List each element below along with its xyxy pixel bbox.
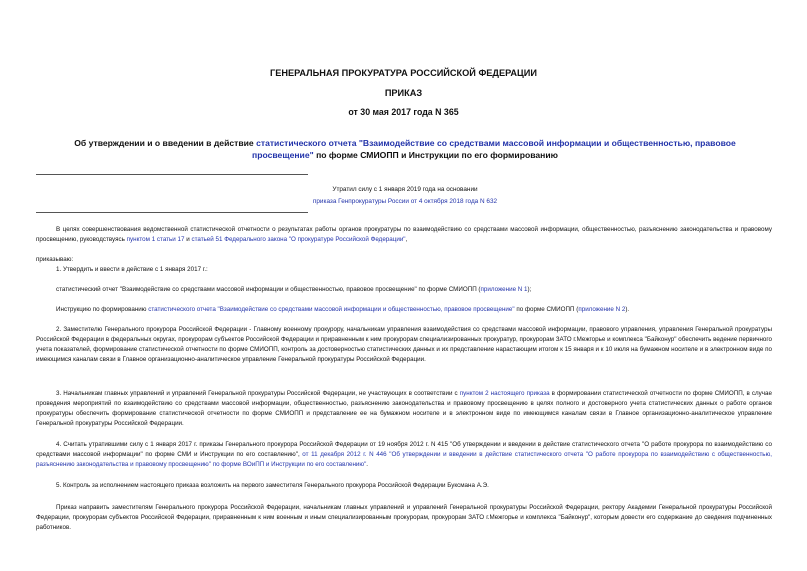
paragraph-1b [36,305,772,315]
document-type-heading: ПРИКАЗ [384,88,423,98]
p1b-mid: по форме СМИОПП ( [514,306,579,313]
p3-text2: в формировании статистической отчетности по форме СМИОПП, в случае проведения мероприятий по взаимодействию со средствами массовой информации, общественностью, разъяснению законодательства и правовому просвещению в целях полного и достоверного учета статистических данных о работе органов прокуратуры обеспечить формирование статистической отчетности по форме СМИОПП и представление ее на бумажном носителе и в электронном виде по имеющимся каналам связи в Главное организационно-аналитическое управление Генеральной прокуратуры Российской Федерации. [36,390,773,427]
appendix-1-link[interactable]: приложение N 1 [480,286,528,293]
paragraph-1: 1. Утвердить и ввести в действие с 1 января 2017 г.: [56,266,208,273]
appendix-2-link[interactable]: приложение N 2 [578,306,626,313]
p4-link-order446[interactable]: от 11 декабря 2012 г. N 446 "Об утверждении и введении в действие статистического отчета "О работе прокурора по взаимодействию с общественностью, разъяснению законодательства и правовому просвещению" по форме ВОиПП и Инструкции по его составлению" [36,451,772,468]
preamble-paragraph [36,225,772,245]
title-suffix: по форме СМИОПП и Инструкции по его формированию [313,150,558,160]
preamble-link-article51[interactable]: статьей 51 Федерального закона "О прокуратуре Российской Федерации" [191,236,406,243]
paragraph-6: Приказ направить заместителям Генерального прокурора Российской Федерации, начальникам главных управлений и управлений Генеральной прокуратуры Российской Федерации, ректору Академии Генеральной прокуратуры Российской Федерации, прокурорам субъектов Российской Федерации, приравненным к ним военным и иным специализированным прокурорам, прокурорам ЗАТО г.Межгорье и комплекса "Байконур", которым довести его содержание до сведения подчиненных работников. [36,504,772,531]
preamble-text-end: , [405,236,408,243]
document-title [70,137,740,161]
p4-text3: . [366,461,369,468]
preamble-text-and: и [184,236,192,243]
p1b-end: ). [625,306,630,313]
title-link[interactable]: статистического отчета "Взаимодействие со средствами массовой информации и общественностью, правовое просвещение" [252,138,736,160]
p1b-text: Инструкцию по формированию [56,306,149,313]
p1a-end: ); [527,286,532,293]
date-number-heading: от 30 мая 2017 года N 365 [348,107,459,117]
status-note-link[interactable]: приказа Генпрокуратуры России от 4 октября 2018 года N 632 [312,198,498,205]
p4-text1: 4. Считать утратившими силу с 1 января 2017 г. приказы Генерального прокурора Российской Федерации [56,441,370,448]
paragraph-1a [36,285,772,295]
p4-link-order415[interactable]: от 19 ноября 2012 г. N 415 "Об утверждении и введении в действие статистического отчета "О работе прокурора по взаимодействию со средствами массовой информации" по форме СМИ и Инструкции по его составлению" [36,441,772,458]
preamble-text: В целях совершенствования ведомственной статистической отчетности о результатах работы органов прокуратуры по взаимодействию со средствами массовой информации, общественностью, разъяснению законодательства и правовому просвещению, руководствуясь [36,226,772,243]
divider-bottom [36,212,308,213]
preamble-link-article17[interactable]: пунктом 1 статьи 17 [126,236,185,243]
title-prefix: Об утверждении и о введении в действие [74,138,257,148]
p4-text2: , [297,451,303,458]
paragraph-3 [36,389,772,429]
paragraph-4 [36,440,772,470]
p1b-report-link[interactable]: статистического отчета "Взаимодействие со средствами массовой информации и общественностью, правовое просвещение" [148,306,515,313]
order-word: приказываю: [36,256,74,263]
divider-top [36,174,308,175]
p1a-text: статистический отчет "Взаимодействие со средствами массовой информации и общественностью, правовое просвещение" по форме СМИОПП ( [56,286,481,293]
paragraph-2: 2. Заместителю Генерального прокурора Российской Федерации - Главному военному прокурору, начальникам управления взаимодействия со средствами массовой информации, правового управления, управления Генеральной прокуратуры Российской Федерации в федеральных округах, прокурорам субъектов Российской Федерации и приравненным к ним прокурорам специализированных прокуратур, прокурорам ЗАТО г.Межгорье и комплекса "Байконур" обеспечить ведение первичного учета показателей, формирование статистической отчетности по форме СМИОПП, контроль за достоверностью статистических данных и их представление нарастающим итогом к 15 января и к 10 июля на бумажном носителе и в электронном виде по имеющимся каналам связи в Главное организационно-аналитическое управление Генеральной прокуратуры Российской Федерации. [36,326,772,363]
status-note-line1: Утратил силу с 1 января 2019 года на основании [332,186,478,193]
paragraph-5: 5. Контроль за исполнением настоящего приказа возложить на первого заместителя Генерального прокурора Российской Федерации Буксмана А.Э. [56,482,489,489]
p3-link-item2[interactable]: пунктом 2 настоящего приказа [459,390,550,397]
p3-text1: 3. Начальникам главных управлений и управлений Генеральной прокуратуры Российской Федерации, не участвующих в соответствии с [56,390,460,397]
organization-heading: ГЕНЕРАЛЬНАЯ ПРОКУРАТУРА РОССИЙСКОЙ ФЕДЕРАЦИИ [270,68,537,78]
